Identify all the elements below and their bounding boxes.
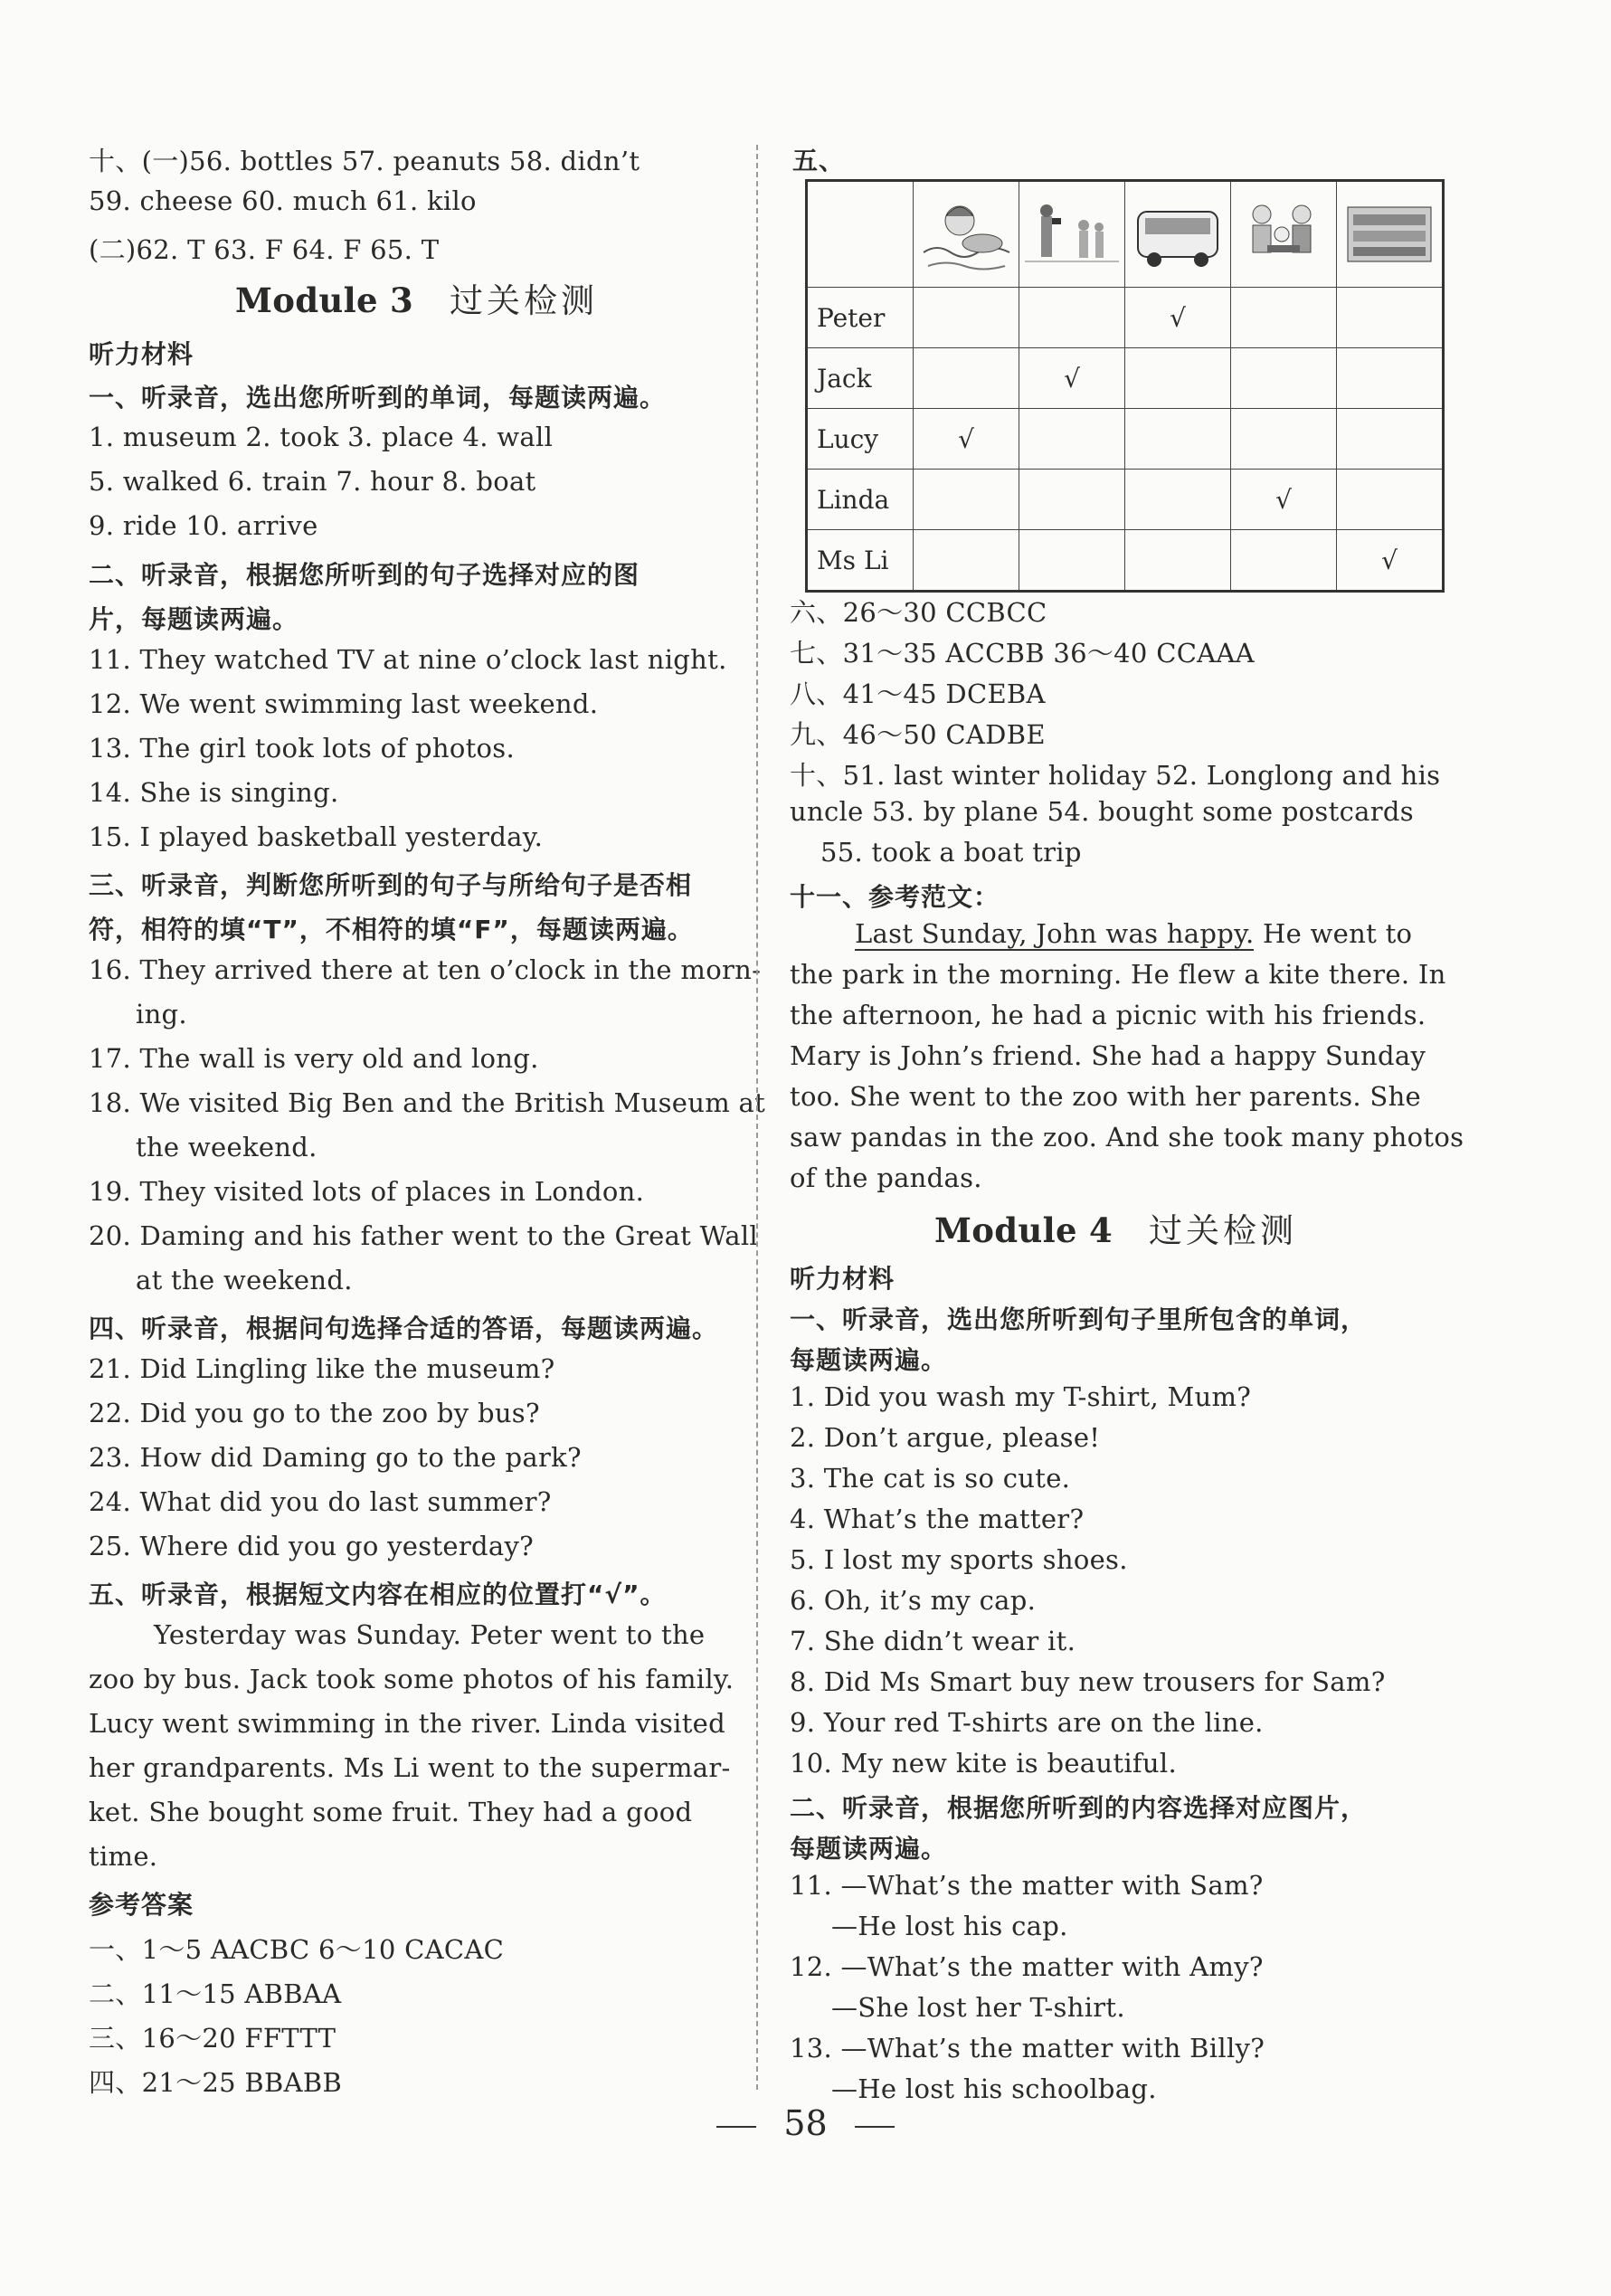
answer-line: 六、26～30 CCBCC [790, 597, 1047, 628]
answer-line: 十、(一)56. bottles 57. peanuts 58. didn’t [89, 146, 640, 176]
sentence: 20. Daming and his father went to the Great Wall [89, 1220, 758, 1251]
section-heading: 二、听录音，根据您所听到的句子选择对应的图 [89, 560, 640, 590]
section-heading: 听力材料 [790, 1264, 896, 1294]
picture-cell [914, 181, 1019, 288]
answer-line: 十、51. last winter holiday 52. Longlong and his [790, 760, 1441, 791]
answer-line: 二、11～15 ABBAA [89, 1978, 342, 2009]
module-title: Module 3 [235, 280, 414, 320]
passage-line: her grandparents. Ms Li went to the supermar- [89, 1752, 731, 1783]
swimming-girl-icon [919, 189, 1013, 280]
section-heading: 四、听录音，根据问句选择合适的答语，每题读两遍。 [89, 1314, 719, 1343]
sentence: 14. She is singing. [89, 777, 339, 808]
passage-line: ket. She bought some fruit. They had a good [89, 1797, 693, 1827]
passage-line: Lucy went swimming in the river. Linda visited [89, 1708, 725, 1739]
table-row [807, 409, 1444, 470]
check-cell [1019, 470, 1125, 530]
row-name: Jack [807, 348, 914, 409]
check-cell [1019, 288, 1125, 348]
page-number-text: 58 [783, 2103, 828, 2143]
section-heading: 每题读两遍。 [790, 1834, 948, 1864]
sentence: 8. Did Ms Smart buy new trousers for Sam? [790, 1666, 1386, 1697]
sentence: 5. I lost my sports shoes. [790, 1544, 1128, 1575]
answer-line: 四、21～25 BBABB [89, 2067, 343, 2098]
check-cell [1125, 409, 1231, 470]
sentence: 6. Oh, it’s my cap. [790, 1585, 1037, 1616]
section-heading: 参考答案 [89, 1890, 194, 1920]
answer-line: 55. took a boat trip [820, 837, 1082, 868]
answer-line: 59. cheese 60. much 61. kilo [89, 185, 477, 216]
sentence: 22. Did you go to the zoo by bus? [89, 1398, 540, 1428]
passage-line: time. [89, 1841, 158, 1872]
check-cell: √ [1337, 530, 1444, 592]
sentence: 1. Did you wash my T-shirt, Mum? [790, 1381, 1252, 1412]
picture-cell [1337, 181, 1444, 288]
table-row [807, 288, 1444, 348]
essay-line: too. She went to the zoo with her parents. She [790, 1081, 1422, 1112]
check-cell: √ [1125, 288, 1231, 348]
section-heading: 五、听录音，根据短文内容在相应的位置打“√”。 [89, 1580, 667, 1609]
sentence: 10. My new kite is beautiful. [790, 1748, 1177, 1779]
answer-line: 八、41～45 DCEBA [790, 678, 1046, 709]
essay-line: of the pandas. [790, 1162, 982, 1193]
section-heading: 五、 [792, 146, 846, 176]
passage-line: zoo by bus. Jack took some photos of his family. [89, 1664, 734, 1694]
sentence: —He lost his schoolbag. [831, 2073, 1157, 2104]
word-list: 9. ride 10. arrive [89, 510, 318, 541]
check-cell: √ [1019, 348, 1125, 409]
check-cell [1337, 288, 1444, 348]
essay-line: saw pandas in the zoo. And she took many photos [790, 1122, 1464, 1153]
row-name: Lucy [807, 409, 914, 470]
picture-row [807, 181, 1444, 288]
sentence: 3. The cat is so cute. [790, 1463, 1071, 1494]
module-subtitle: 过关检测 [450, 281, 599, 320]
sentence: 7. She didn’t wear it. [790, 1626, 1076, 1656]
sentence: 15. I played basketball yesterday. [89, 821, 544, 852]
corner-cell [807, 181, 914, 288]
sentence: 11. They watched TV at nine o’clock last night. [89, 644, 727, 675]
supermarket-icon [1342, 189, 1436, 280]
word-list: 5. walked 6. train 7. hour 8. boat [89, 466, 536, 497]
sentence: 9. Your red T-shirts are on the line. [790, 1707, 1264, 1738]
section-heading: 每题读两遍。 [790, 1345, 948, 1375]
sentence: 25. Where did you go yesterday? [89, 1531, 535, 1561]
sentence: 24. What did you do last summer? [89, 1486, 552, 1517]
sentence: 12. We went swimming last weekend. [89, 688, 599, 719]
check-cell [914, 470, 1019, 530]
essay-line: the park in the morning. He flew a kite there. In [790, 959, 1446, 990]
module-4-heading [934, 1203, 1297, 1252]
bus-icon [1131, 189, 1225, 280]
check-cell [1125, 470, 1231, 530]
sentence: 18. We visited Big Ben and the British Museum at [89, 1087, 766, 1118]
sentence: 16. They arrived there at ten o’clock in the morn- [89, 954, 762, 985]
section-heading: 片，每题读两遍。 [89, 604, 299, 634]
essay-line [855, 918, 1412, 949]
answer-line: uncle 53. by plane 54. bought some postcards [790, 796, 1414, 827]
check-cell [1337, 409, 1444, 470]
row-name: Ms Li [807, 530, 914, 592]
underlined-sentence: Last Sunday, John was happy. [855, 918, 1255, 949]
sentence: at the weekend. [136, 1265, 353, 1295]
word-list: 1. museum 2. took 3. place 4. wall [89, 422, 554, 452]
sentence: —He lost his cap. [831, 1911, 1068, 1941]
passage-line: Yesterday was Sunday. Peter went to the [154, 1619, 706, 1650]
answer-line: 九、46～50 CADBE [790, 719, 1046, 750]
answer-line: 七、31～35 ACCBB 36～40 CCAAA [790, 638, 1255, 669]
essay-line: Mary is John’s friend. She had a happy Sunday [790, 1040, 1426, 1071]
module-title: Module 4 [934, 1210, 1113, 1250]
section-heading: 二、听录音，根据您所听到的内容选择对应图片， [790, 1793, 1368, 1823]
sentence: 17. The wall is very old and long. [89, 1043, 539, 1074]
answer-line: (二)62. T 63. F 64. F 65. T [89, 234, 440, 265]
family-visit-icon [1237, 189, 1331, 280]
check-cell [1231, 288, 1337, 348]
answer-grid [805, 179, 1445, 593]
picture-cell [1019, 181, 1125, 288]
check-cell [1125, 530, 1231, 592]
section-heading: 三、听录音，判断您所听到的句子与所给句子是否相 [89, 870, 693, 900]
check-cell [1019, 409, 1125, 470]
check-cell [1337, 470, 1444, 530]
check-cell: √ [914, 409, 1019, 470]
check-cell [1231, 348, 1337, 409]
section-heading: 十一、参考范文： [790, 882, 1000, 912]
sentence: 13. The girl took lots of photos. [89, 733, 516, 764]
column-divider [756, 145, 758, 2090]
sentence: —She lost her T-shirt. [831, 1992, 1125, 2023]
module-subtitle: 过关检测 [1149, 1211, 1298, 1250]
sentence: ing. [136, 999, 187, 1029]
sentence: 21. Did Lingling like the museum? [89, 1353, 555, 1384]
table-row [807, 348, 1444, 409]
check-cell [914, 288, 1019, 348]
picture-cell [1231, 181, 1337, 288]
check-cell [1125, 348, 1231, 409]
answer-line: 一、1～5 AACBC 6～10 CACAC [89, 1934, 505, 1965]
page-number [0, 2103, 1611, 2143]
photo-taking-icon [1025, 189, 1119, 280]
check-cell [914, 348, 1019, 409]
sentence: 2. Don’t argue, please! [790, 1422, 1101, 1453]
sentence: 4. What’s the matter? [790, 1504, 1085, 1534]
dash-right [855, 2126, 895, 2128]
table-row [807, 470, 1444, 530]
check-cell [914, 530, 1019, 592]
answer-line: 三、16～20 FFTTT [89, 2023, 336, 2054]
essay-text: He went to [1254, 918, 1413, 949]
picture-cell [1125, 181, 1231, 288]
section-heading: 听力材料 [89, 339, 194, 369]
sentence: the weekend. [136, 1132, 317, 1162]
section-heading: 一、听录音，选出您所听到句子里所包含的单词， [790, 1305, 1368, 1334]
check-cell [1337, 348, 1444, 409]
table-row [807, 530, 1444, 592]
check-cell [1019, 530, 1125, 592]
sentence: 12. —What’s the matter with Amy? [790, 1951, 1264, 1982]
check-cell [1231, 530, 1337, 592]
section-heading: 一、听录音，选出您所听到的单词，每题读两遍。 [89, 383, 667, 413]
sentence: 19. They visited lots of places in London. [89, 1176, 645, 1207]
row-name: Linda [807, 470, 914, 530]
essay-line: the afternoon, he had a picnic with his friends. [790, 1000, 1426, 1030]
sentence: 23. How did Daming go to the park? [89, 1442, 582, 1473]
row-name: Peter [807, 288, 914, 348]
sentence: 11. —What’s the matter with Sam? [790, 1870, 1264, 1901]
module-3-heading [235, 273, 598, 322]
check-cell: √ [1231, 470, 1337, 530]
sentence: 13. —What’s the matter with Billy? [790, 2033, 1265, 2064]
dash-left [716, 2126, 756, 2128]
check-cell [1231, 409, 1337, 470]
section-heading: 符，相符的填“T”，不相符的填“F”，每题读两遍。 [89, 915, 694, 944]
